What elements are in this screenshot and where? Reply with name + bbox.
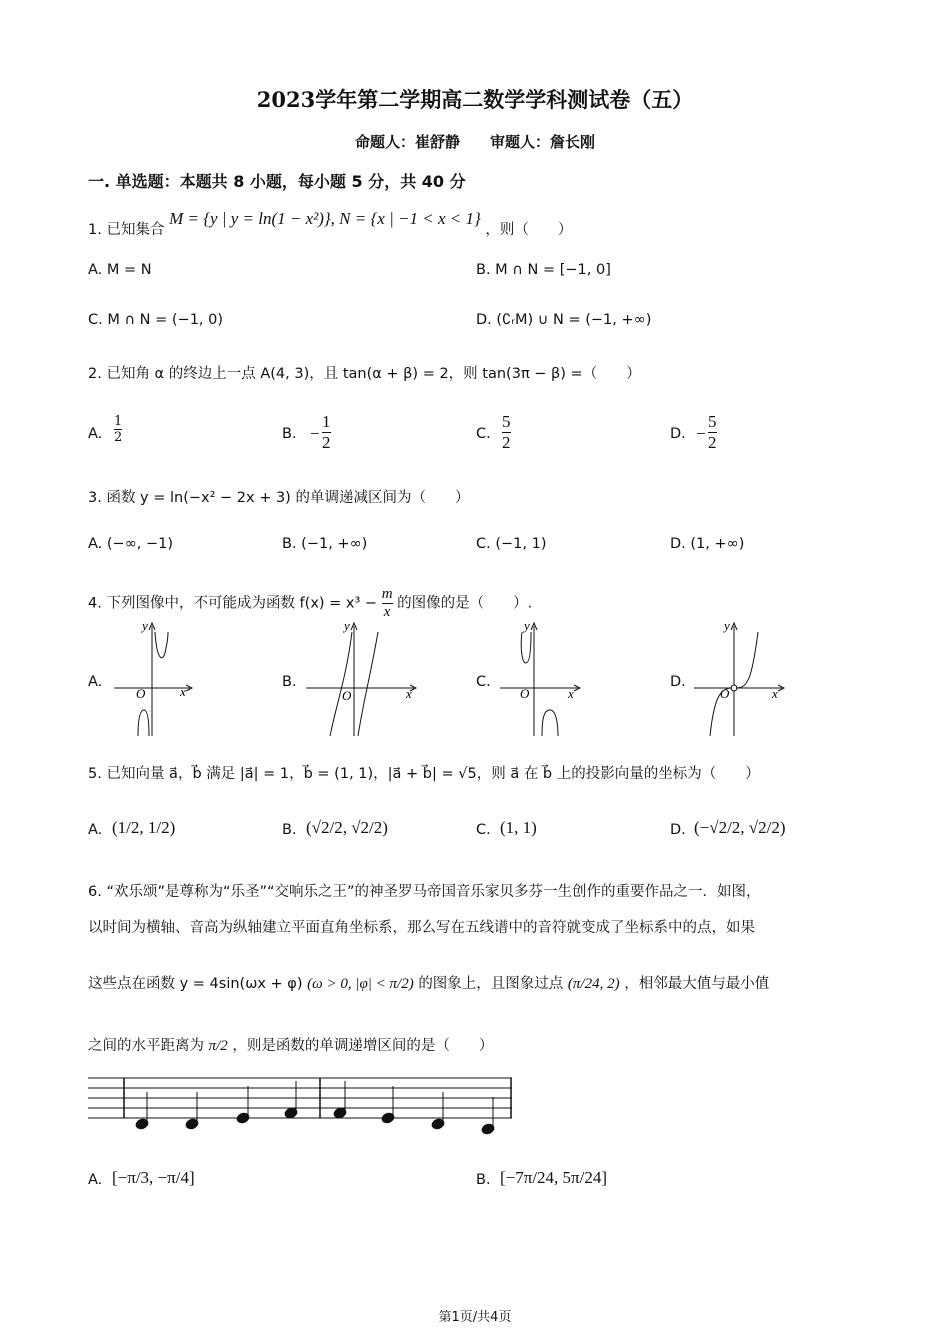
y-label: y — [724, 618, 730, 633]
y-label: y — [344, 618, 350, 633]
x-label: x — [568, 686, 574, 701]
q5-value-d: (−√2/2, √2/2) — [694, 818, 786, 837]
q6-line-4 — [88, 1034, 493, 1055]
q2-b-den: 2 — [322, 433, 331, 452]
q6-line3-point: (π/24, 2) — [567, 976, 620, 992]
q4-stem — [88, 586, 532, 621]
q2-c-den: 2 — [502, 433, 511, 452]
q4-option-b: B. — [282, 674, 297, 690]
curve-right — [155, 632, 168, 658]
q3-option-d: D. (1, +∞) — [670, 536, 745, 552]
q1-option-c: C. M ∩ N = (−1, 0) — [88, 312, 224, 328]
q6-value-b: [−7π/24, 5π/24] — [500, 1168, 608, 1187]
q5-stem: 5. 已知向量 a⃗，b⃗ 满足 |a⃗| = 1，b⃗ = (1, 1)，|a⃗ + b⃗| = √5，则 a⃗ 在 b⃗ 上的投影向量的坐标为（ ） — [88, 766, 760, 782]
q2-option-c: C. — [476, 426, 491, 442]
curve-left — [138, 710, 149, 736]
q6-line4-end: ，则是函数的单调递增区间的是（ ） — [232, 1038, 494, 1054]
q6-line3-func: 这些点在函数 y = 4sin(ωx + φ) — [88, 976, 303, 992]
q2-d-sign: − — [696, 424, 706, 443]
curve-left — [330, 632, 352, 736]
origin-label: O — [342, 688, 352, 703]
q1-option-b: B. M ∩ N = [−1, 0] — [476, 262, 611, 278]
q6-option-a: A. — [88, 1172, 103, 1188]
q4-fraction — [382, 586, 393, 621]
q2-options — [88, 412, 868, 460]
q3-option-b: B. (−1, +∞) — [282, 536, 368, 552]
q2-value-d — [708, 412, 717, 453]
q3-stem: 3. 函数 y = ln(−x² − 2x + 3) 的单调递减区间为（ ） — [88, 490, 470, 506]
q2-b-num: 1 — [322, 412, 331, 431]
q2-stem: 2. 已知角 α 的终边上一点 A(4, 3)，且 tan(α + β) = 2，则 tan(3π − β) =（ ） — [88, 366, 641, 382]
q6-music-staff — [88, 1072, 514, 1138]
q6-line3-cond: (ω > 0, |φ| < π/2) — [307, 976, 414, 992]
x-label: x — [180, 684, 186, 699]
q4-option-d: D. — [670, 674, 686, 690]
q5-value-a: (1/2, 1/2) — [112, 818, 176, 837]
q4-graph-d — [690, 618, 790, 740]
origin-label: O — [520, 686, 530, 701]
q4-option-c: C. — [476, 674, 491, 690]
q5-option-b: B. — [282, 822, 297, 838]
curve-left — [521, 632, 531, 663]
x-label: x — [772, 686, 778, 701]
q1-formula: M = {y | y = ln(1 − x²)}, N = {x | −1 < x < 1} — [169, 209, 481, 228]
q4-option-a: A. — [88, 674, 103, 690]
q2-b-sign: − — [310, 424, 320, 443]
q2-value-c — [502, 412, 511, 453]
q5-value-c: (1, 1) — [500, 818, 537, 837]
x-label: x — [406, 686, 412, 701]
y-label: y — [524, 618, 530, 633]
authors-line: 命题人：崔舒静 审题人：詹长刚 — [354, 133, 595, 151]
q5-option-a: A. — [88, 822, 103, 838]
q2-c-num: 5 — [502, 412, 511, 431]
q1-prefix: 1. 已知集合 — [88, 222, 165, 238]
page-title: 2023学年第二学期高二数学学科测试卷（五） — [256, 87, 694, 112]
origin-label: O — [136, 686, 146, 701]
q4-graph-c — [496, 618, 586, 740]
q6-line3-mid: 的图象上，且图象过点 — [418, 976, 564, 992]
q5-value-b: (√2/2, √2/2) — [306, 818, 388, 837]
q5-option-d: D. — [670, 822, 686, 838]
q1-option-a: A. M = N — [88, 262, 152, 278]
q6-line4-frac: π/2 — [208, 1038, 228, 1054]
section-heading: 一. 单选题：本题共 8 小题，每小题 5 分，共 40 分 — [88, 172, 466, 191]
curve-right — [358, 632, 378, 736]
q6-line-2: 以时间为横轴、音高为纵轴建立平面直角坐标系，那么写在五线谱中的音符就变成了坐标系中的点，如果 — [88, 920, 755, 936]
q4-graph-a — [108, 618, 198, 740]
q2-option-a: A. — [88, 426, 103, 442]
q6-line3-end: ，相邻最大值与最小值 — [624, 976, 770, 992]
q5-option-c: C. — [476, 822, 491, 838]
q1-option-d: D. (∁ᵣM) ∪ N = (−1, +∞) — [476, 312, 652, 328]
q4-suffix: 的图像的是（ ）. — [397, 595, 533, 612]
q2-a-den: 2 — [114, 430, 123, 445]
q6-value-a: [−π/3, −π/4] — [112, 1168, 195, 1187]
q2-option-d: D. — [670, 426, 686, 442]
q2-option-b: B. — [282, 426, 297, 442]
curve-right — [542, 710, 558, 736]
curve-right — [736, 632, 758, 688]
q4-graph-b — [302, 618, 422, 740]
q4-frac-num: m — [381, 586, 393, 602]
q2-d-num: 5 — [708, 412, 717, 431]
q4-prefix: 4. 下列图像中，不可能成为函数 f(x) = x³ − — [88, 595, 378, 612]
origin-label: O — [720, 686, 730, 701]
q2-a-num: 1 — [114, 414, 123, 429]
q2-d-den: 2 — [708, 433, 717, 452]
q4-frac-den: x — [383, 604, 391, 620]
q3-option-a: A. (−∞, −1) — [88, 536, 174, 552]
q1-suffix: ，则（ ） — [485, 222, 573, 238]
q2-value-b — [322, 412, 331, 453]
q6-option-b: B. — [476, 1172, 491, 1188]
q6-line4-start: 之间的水平距离为 — [88, 1038, 204, 1054]
y-label: y — [142, 618, 148, 633]
q6-line-1: 6. “欢乐颂”是尊称为“乐圣”“交响乐之王”的神圣罗马帝国音乐家贝多芬一生创作的重要作品之一．如图， — [88, 884, 761, 900]
q1-stem — [88, 209, 573, 239]
q2-value-a — [114, 414, 122, 445]
page-footer: 第1页/共4页 — [438, 1310, 512, 1325]
q3-option-c: C. (−1, 1) — [476, 536, 547, 552]
q6-line-3 — [88, 972, 769, 993]
